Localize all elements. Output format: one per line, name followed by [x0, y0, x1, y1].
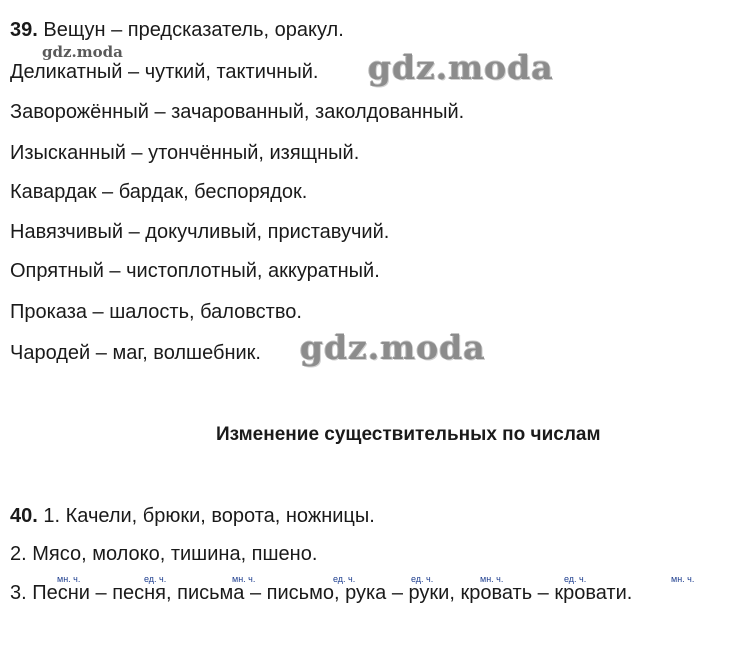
grammar-annotation: мн. ч. [480, 574, 504, 584]
exercise-39-line-7: Опрятный – чистоплотный, аккуратный. [10, 260, 380, 282]
exercise-39-text: Вещун – предсказатель, оракул. [37, 19, 344, 41]
grammar-annotation: ед. ч. [564, 574, 587, 584]
exercise-39-line-3: Заворожённый – зачарованный, заколдованный. [10, 101, 465, 123]
exercise-39-line-2: Деликатный – чуткий, тактичный. [10, 61, 319, 83]
exercise-39-line-8: Проказа – шалость, баловство. [10, 301, 302, 323]
watermark-small: gdz.moda [42, 43, 123, 61]
exercise-40-text-1: 1. Качели, брюки, ворота, ножницы. [37, 505, 375, 527]
grammar-annotation: мн. ч. [671, 574, 695, 584]
watermark-large-top: gdz.moda [368, 48, 554, 87]
grammar-annotation: ед. ч. [411, 574, 434, 584]
exercise-39-number: 39. [10, 19, 38, 41]
watermark-large-middle: gdz.moda [300, 328, 486, 367]
exercise-39-line-4: Изысканный – утончённый, изящный. [10, 142, 360, 164]
exercise-39-line-5: Кавардак – бардак, беспорядок. [10, 181, 308, 203]
exercise-39-line-9: Чародей – маг, волшебник. [10, 342, 261, 364]
exercise-40-number: 40. [10, 505, 38, 527]
exercise-39-line-6: Навязчивый – докучливый, приставучий. [10, 221, 390, 243]
exercise-40-line-1 [10, 504, 375, 528]
grammar-annotation: ед. ч. [144, 574, 167, 584]
exercise-39-line-1 [10, 18, 344, 42]
grammar-annotation: ед. ч. [333, 574, 356, 584]
section-heading: Изменение существительных по числам [216, 424, 601, 445]
exercise-40-line-3: 3. Песни – песня, письма – письмо, рука – руки, кровать – кровати. [10, 582, 633, 604]
exercise-40-line-2: 2. Мясо, молоко, тишина, пшено. [10, 543, 318, 565]
grammar-annotation: мн. ч. [57, 574, 81, 584]
grammar-annotation: мн. ч. [232, 574, 256, 584]
